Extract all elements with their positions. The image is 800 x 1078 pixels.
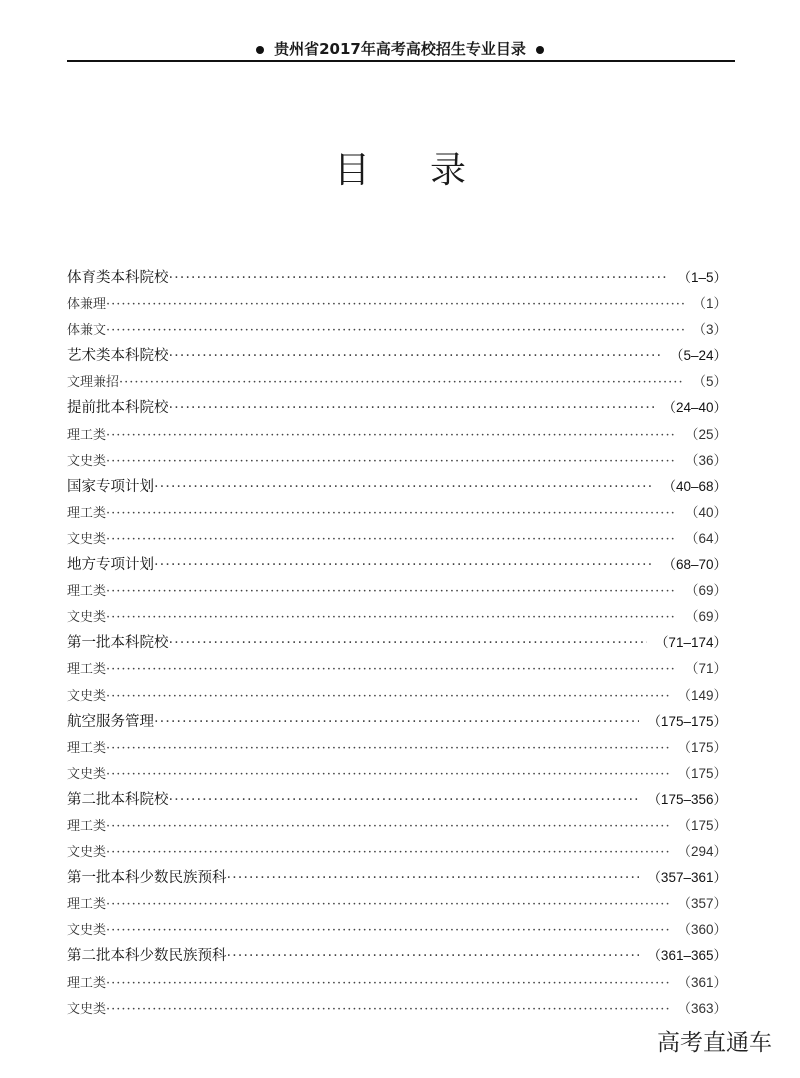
toc-subentry [67, 918, 727, 944]
toc-page-range: （64） [684, 530, 727, 546]
leader-dots [106, 454, 677, 469]
leader-dots [154, 714, 639, 730]
leader-dots [169, 792, 640, 808]
toc-section [67, 344, 727, 370]
toc-subentry [67, 292, 727, 318]
leader-dots [119, 375, 684, 390]
toc-page-range: （71–174） [654, 635, 727, 651]
toc-label: 理工类 [67, 584, 107, 600]
toc-subentry [67, 370, 727, 396]
leader-dots [106, 689, 669, 704]
toc-page-range: （3） [692, 322, 727, 338]
leader-dots [106, 506, 677, 521]
toc-subentry [67, 971, 727, 997]
toc-subentry [67, 892, 727, 918]
toc-page-range: （175） [677, 817, 727, 833]
toc-label: 理工类 [67, 662, 107, 678]
leader-dots [106, 976, 669, 991]
toc-section [67, 631, 727, 657]
toc-subentry [67, 736, 727, 762]
leader-dots [169, 635, 647, 651]
toc-label: 文史类 [67, 766, 107, 782]
leader-dots [154, 557, 654, 573]
toc-subentry [67, 997, 727, 1023]
toc-subentry [67, 840, 727, 866]
toc-page-range: （1） [692, 296, 727, 312]
toc-section [67, 553, 727, 579]
toc-label: 体兼文 [67, 323, 107, 339]
toc-label: 提前批本科院校 [67, 400, 169, 417]
toc-page-range: （25） [684, 426, 727, 442]
toc-section [67, 266, 727, 292]
toc-page-range: （71） [684, 661, 727, 677]
toc-subentry [67, 657, 727, 683]
toc-page-range: （175–175） [647, 713, 727, 729]
toc-label: 文史类 [67, 688, 107, 704]
leader-dots [106, 297, 684, 312]
leader-dots [106, 584, 677, 599]
leader-dots [106, 741, 669, 756]
toc-label: 地方专项计划 [67, 557, 154, 574]
table-of-contents [67, 266, 727, 1023]
toc-page-range: （361–365） [647, 948, 727, 964]
toc-page-range: （149） [677, 687, 727, 703]
toc-subentry [67, 318, 727, 344]
toc-label: 理工类 [67, 505, 107, 521]
toc-label: 文史类 [67, 531, 107, 547]
toc-subentry [67, 501, 727, 527]
toc-page-range: （5–24） [669, 348, 727, 364]
toc-page-range: （24–40） [662, 400, 727, 416]
toc-label: 理工类 [67, 897, 107, 913]
toc-page-range: （40–68） [662, 478, 727, 494]
leader-dots [106, 923, 669, 938]
toc-page-range: （361） [677, 974, 727, 990]
toc-label: 理工类 [67, 740, 107, 756]
toc-section [67, 944, 727, 970]
leader-dots [227, 948, 640, 964]
toc-subentry [67, 423, 727, 449]
leader-dots [227, 870, 640, 886]
toc-page-range: （36） [684, 452, 727, 468]
toc-label: 文史类 [67, 1001, 107, 1017]
toc-page-range: （175–356） [647, 791, 727, 807]
toc-subentry [67, 605, 727, 631]
toc-label: 文史类 [67, 845, 107, 861]
toc-page-range: （360） [677, 922, 727, 938]
toc-page-range: （175） [677, 739, 727, 755]
toc-page-range: （357） [677, 896, 727, 912]
toc-subentry [67, 527, 727, 553]
leader-dots [106, 819, 669, 834]
toc-label: 文史类 [67, 610, 107, 626]
leader-dots [106, 897, 669, 912]
toc-page-range: （294） [677, 844, 727, 860]
toc-section [67, 396, 727, 422]
toc-label: 国家专项计划 [67, 478, 154, 495]
toc-page-range: （363） [677, 1000, 727, 1016]
toc-label: 体育类本科院校 [67, 270, 169, 286]
toc-label: 文史类 [67, 923, 107, 939]
toc-page-range: （175） [677, 765, 727, 781]
toc-label: 第二批本科院校 [67, 791, 169, 808]
toc-page-range: （69） [684, 583, 727, 599]
toc-label: 第二批本科少数民族预科 [67, 948, 227, 965]
toc-subentry [67, 762, 727, 788]
bullet-icon [256, 46, 264, 54]
toc-label: 艺术类本科院校 [67, 348, 169, 365]
leader-dots [106, 845, 669, 860]
toc-label: 文理兼招 [67, 375, 120, 391]
toc-subentry [67, 684, 727, 710]
toc-section [67, 710, 727, 736]
leader-dots [106, 767, 669, 782]
leader-dots [106, 428, 677, 443]
leader-dots [169, 400, 655, 416]
toc-label: 第一批本科院校 [67, 635, 169, 652]
leader-dots [106, 610, 677, 625]
toc-page-range: （357–361） [647, 870, 727, 886]
toc-label: 航空服务管理 [67, 713, 154, 730]
header-rule [67, 60, 735, 62]
toc-label: 第一批本科少数民族预科 [67, 870, 227, 887]
leader-dots [106, 662, 677, 677]
page-title: 目录 [333, 150, 526, 191]
toc-subentry [67, 814, 727, 840]
toc-section [67, 866, 727, 892]
leader-dots [106, 1002, 669, 1017]
leader-dots [154, 479, 654, 495]
toc-label: 理工类 [67, 975, 107, 991]
toc-page-range: （68–70） [662, 557, 727, 573]
leader-dots [106, 323, 684, 338]
toc-section [67, 788, 727, 814]
toc-label: 文史类 [67, 453, 107, 469]
toc-label: 理工类 [67, 427, 107, 443]
toc-subentry [67, 449, 727, 475]
toc-section [67, 475, 727, 501]
toc-subentry [67, 579, 727, 605]
toc-page-range: （5） [692, 374, 727, 390]
toc-page-range: （69） [684, 609, 727, 625]
running-header [0, 38, 800, 59]
toc-page-range: （1–5） [677, 270, 727, 285]
toc-label: 体兼理 [67, 297, 107, 313]
bullet-icon [536, 46, 544, 54]
leader-dots [169, 270, 670, 286]
toc-label: 理工类 [67, 818, 107, 834]
leader-dots [106, 532, 677, 547]
leader-dots [169, 348, 662, 364]
toc-page-range: （40） [684, 504, 727, 520]
running-title: 贵州省2017年高考高校招生专业目录 [274, 40, 526, 58]
watermark: 高考直通车 [657, 1030, 772, 1056]
